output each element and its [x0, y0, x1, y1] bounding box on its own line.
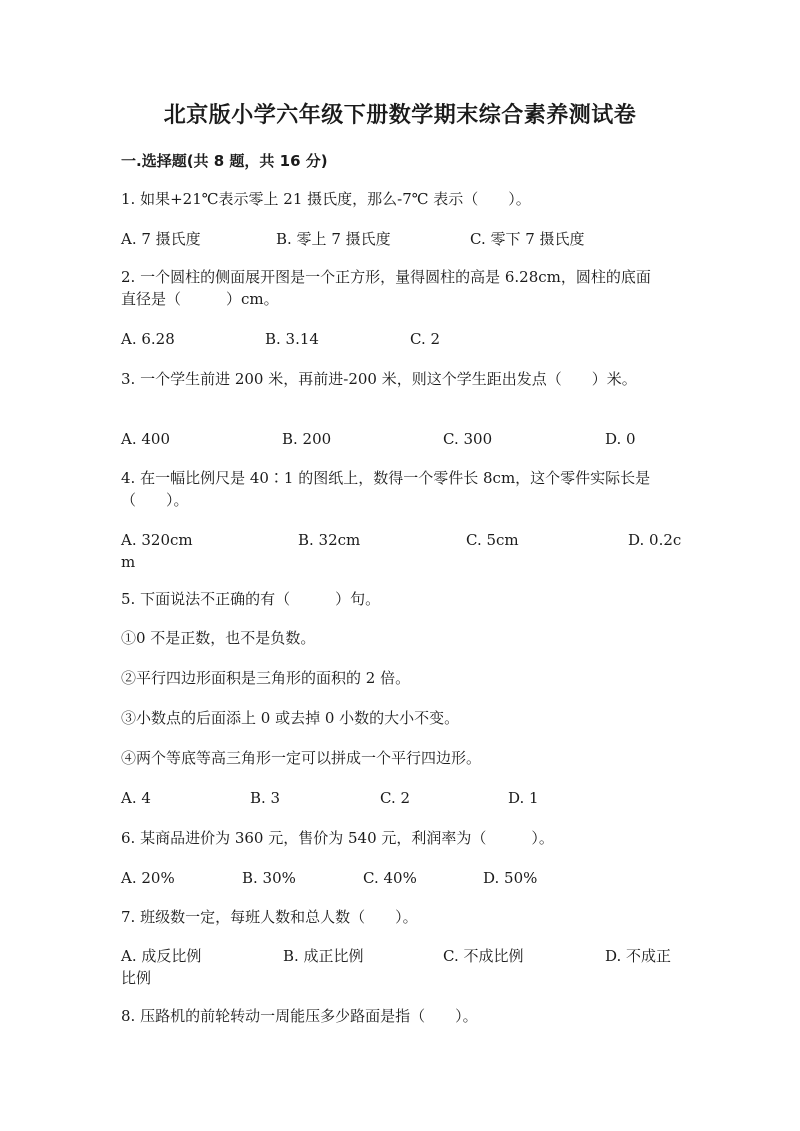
- question-1-option-b: B. 零上 7 摄氏度: [276, 230, 391, 248]
- question-3-option-a: A. 400: [121, 430, 170, 448]
- question-4-option-d: D. 0.2c: [628, 531, 682, 549]
- question-6-stem: 6. 某商品进价为 360 元，售价为 540 元，利润率为（ ）。: [121, 829, 554, 847]
- question-2-stem-line-2: 直径是（ ）cm。: [121, 290, 279, 308]
- question-5-statement-1: ①0 不是正数，也不是负数。: [121, 629, 316, 647]
- question-5-stem: 5. 下面说法不正确的有（ ）句。: [121, 590, 381, 608]
- question-6-option-b: B. 30%: [242, 869, 296, 887]
- question-2-option-c: C. 2: [410, 330, 441, 348]
- exam-title: 北京版小学六年级下册数学期末综合素养测试卷: [163, 103, 637, 128]
- question-5-option-c: C. 2: [380, 789, 411, 807]
- question-7-option-c: C. 不成比例: [443, 947, 524, 965]
- question-5-statement-3: ③小数点的后面添上 0 或去掉 0 小数的大小不变。: [121, 709, 460, 727]
- question-4-option-d-wrap: m: [121, 553, 136, 571]
- question-2-option-b: B. 3.14: [265, 330, 319, 348]
- question-5-option-b: B. 3: [250, 789, 281, 807]
- question-5-option-d: D. 1: [508, 789, 539, 807]
- question-1-stem: 1. 如果+21℃表示零上 21 摄氏度，那么-7℃ 表示（ ）。: [121, 190, 531, 208]
- question-7-option-d-wrap: 比例: [121, 969, 152, 987]
- question-8-stem: 8. 压路机的前轮转动一周能压多少路面是指（ ）。: [121, 1007, 478, 1025]
- question-3-stem: 3. 一个学生前进 200 米，再前进-200 米，则这个学生距出发点（ ）米。: [121, 370, 637, 388]
- question-1-option-a: A. 7 摄氏度: [121, 230, 201, 248]
- section-heading: 一.选择题(共 8 题，共 16 分): [121, 152, 328, 170]
- question-3-option-c: C. 300: [443, 430, 493, 448]
- question-5-statement-2: ②平行四边形面积是三角形的面积的 2 倍。: [121, 669, 411, 687]
- question-7-stem: 7. 班级数一定，每班人数和总人数（ ）。: [121, 908, 418, 926]
- question-2-stem-line-1: 2. 一个圆柱的侧面展开图是一个正方形，量得圆柱的高是 6.28cm，圆柱的底面: [121, 268, 651, 286]
- question-6-option-c: C. 40%: [363, 869, 417, 887]
- question-2-option-a: A. 6.28: [121, 330, 175, 348]
- question-3-option-b: B. 200: [282, 430, 332, 448]
- question-5-option-a: A. 4: [121, 789, 151, 807]
- question-4-option-a: A. 320cm: [121, 531, 193, 549]
- question-7-option-a: A. 成反比例: [121, 947, 202, 965]
- question-4-option-c: C. 5cm: [466, 531, 519, 549]
- question-7-option-d: D. 不成正: [605, 947, 672, 965]
- question-4-stem-line-2: （ ）。: [121, 491, 189, 509]
- question-4-option-b: B. 32cm: [298, 531, 361, 549]
- question-4-stem-line-1: 4. 在一幅比例尺是 40∶1 的图纸上，数得一个零件长 8cm，这个零件实际长是: [121, 469, 651, 487]
- question-5-statement-4: ④两个等底等高三角形一定可以拼成一个平行四边形。: [121, 749, 482, 767]
- question-1-option-c: C. 零下 7 摄氏度: [470, 230, 585, 248]
- question-3-option-d: D. 0: [605, 430, 636, 448]
- question-6-option-a: A. 20%: [121, 869, 175, 887]
- question-7-option-b: B. 成正比例: [283, 947, 364, 965]
- question-6-option-d: D. 50%: [483, 869, 538, 887]
